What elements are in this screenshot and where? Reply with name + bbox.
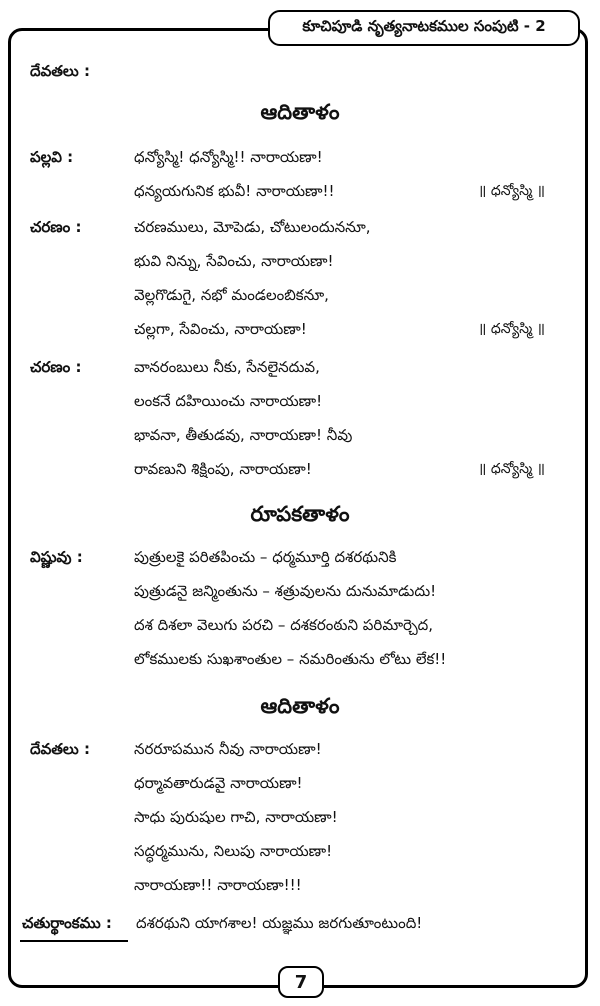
page-number-box [278, 966, 324, 998]
verse-line: చల్లగా, సేవించు, నారాయణా! [134, 320, 307, 338]
verse-line: వెల్లగొడుగై, నభో మండలంబికనూ, [134, 286, 329, 304]
verse-line: సద్ధర్మమును, నిలుపు నారాయణా! [134, 842, 333, 860]
verse-line: ధన్యయగునిక భువీ! నారాయణా!! [134, 182, 335, 200]
refrain-marker: ॥ ధన్యోస్మి ॥ [478, 183, 546, 199]
section-heading-aditalam-1: ఆదితాళం [260, 100, 340, 124]
page-number: 7 [294, 971, 308, 993]
section-heading-aditalam-2: ఆదితాళం [260, 694, 340, 718]
intro-label: దేవతలు : [30, 62, 90, 80]
verse-line: లంకనే దహియించు నారాయణా! [134, 392, 323, 410]
verse-line: నారాయణా!! నారాయణా!!! [134, 876, 302, 894]
verse-label-devatalu: దేవతలు : [30, 740, 90, 758]
verse-label-vishnu: విష్ణువు : [30, 548, 83, 566]
verse-line: ధర్మావతారుడవై నారాయణా! [134, 774, 303, 792]
verse-label-charanam: చరణం : [30, 218, 82, 236]
verse-line: భువి నిన్ను, సేవించు, నారాయణా! [134, 252, 334, 270]
verse-line: వానరంబులు నీకు, సేనలైనదువ, [134, 358, 320, 376]
verse-line: పుత్రులకై పరితపించు – ధర్మమూర్తి దశరథునికి [134, 548, 397, 566]
verse-line: లోకములకు సుఖశాంతుల – నమరింతును లోటు లేక!! [134, 650, 447, 668]
verse-line: రావణుని శిక్షింపు, నారాయణా! [134, 460, 312, 478]
verse-line: దశ దిశలా వెలుగు పరచి – దశకరంఠుని పరిమార్చెద, [134, 616, 434, 634]
scene-label: చతుర్థాంకము : [22, 914, 112, 932]
verse-line: భావనా, తీతుడవు, నారాయణా! నీవు [134, 426, 353, 444]
book-title: కూచిపూడి నృత్యనాటకముల సంపుటి - 2 [302, 17, 546, 35]
verse-line: ధన్యోస్మి! ధన్యోస్మి!! నారాయణా! [134, 148, 323, 166]
book-title-header [268, 10, 580, 46]
verse-label-pallavi: పల్లవి : [30, 148, 74, 166]
verse-line: సాధు పురుషుల గాచి, నారాయణా! [134, 808, 338, 826]
refrain-marker: ॥ ధన్యోస్మి ॥ [478, 321, 546, 337]
scene-label-underline [20, 940, 128, 942]
scene-description: దశరథుని యాగశాల! యజ్ఞము జరగుతూంటుంది! [136, 914, 423, 932]
verse-line: చరణములు, మోపెడు, చోటులందుననూ, [134, 218, 371, 236]
refrain-marker: ॥ ధన్యోస్మి ॥ [478, 461, 546, 477]
verse-label-charanam: చరణం : [30, 358, 82, 376]
verse-line: పుత్రుడనై జన్మింతును – శత్రువులను దునుమాడుదు! [134, 582, 437, 600]
section-heading-rupakatalam: రూపకతాళం [250, 502, 350, 526]
verse-line: నరరూపమున నీవు నారాయణా! [134, 740, 322, 758]
